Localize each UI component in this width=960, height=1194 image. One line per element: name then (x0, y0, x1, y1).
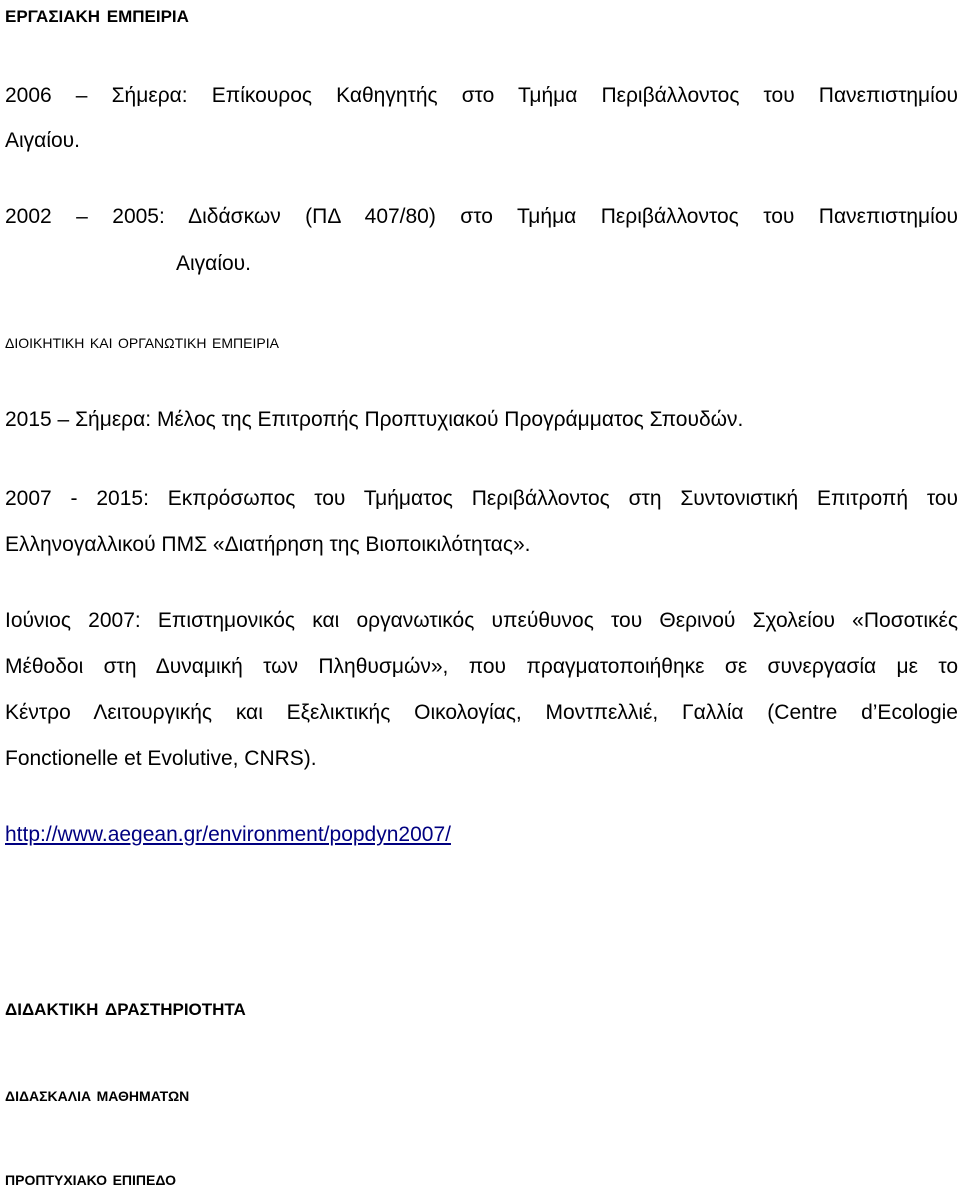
admin-entry-3-line-3: Κέντρο Λειτουργικής και Εξελικτικής Οικολογίας, Μοντπελλιέ, Γαλλία (Centre d’Ecologie (5, 701, 958, 724)
teaching-courses-subheading: διδασκαλια μαθηματων (5, 1084, 190, 1106)
teaching-heading: διδακτικη δραστηριοτητα (5, 994, 246, 1021)
work-entry-1-line-1: 2006 – Σήμερα: Επίκουρος Καθηγητής στο Τμήμα Περιβάλλοντος του Πανεπιστημίου (5, 84, 958, 107)
admin-entry-3-line-4: Fonctionelle et Evolutive, CNRS). (5, 747, 317, 770)
admin-entry-3-line-1: Ιούνιος 2007: Επιστημονικός και οργανωτικός υπεύθυνος του Θερινού Σχολείου «Ποσοτικές (5, 609, 958, 632)
work-entry-2-line-2: Αιγαίου. (176, 252, 251, 275)
admin-entry-2-line-1: 2007 - 2015: Εκπρόσωπος του Τμήματος Περιβάλλοντος στη Συντονιστική Επιτροπή του (5, 487, 958, 510)
admin-entry-1: 2015 – Σήμερα: Μέλος της Επιτροπής Προπτυχιακού Προγράμματος Σπουδών. (5, 408, 744, 431)
summer-school-link[interactable]: http://www.aegean.gr/environment/popdyn2007/ (5, 823, 451, 846)
work-experience-heading: εργασιακη εμπειρια (5, 1, 189, 28)
work-entry-2-line-1: 2002 – 2005: Διδάσκων (ΠΔ 407/80) στο Τμήμα Περιβάλλοντος του Πανεπιστημίου (5, 205, 958, 228)
work-entry-1-line-2: Αιγαίου. (5, 129, 80, 152)
admin-entry-3-line-2: Μέθοδοι στη Δυναμική των Πληθυσμών», που πραγματοποιήθηκε σε συνεργασία με το (5, 655, 958, 678)
admin-entry-2-line-2: Ελληνογαλλικού ΠΜΣ «Διατήρηση της Βιοποικιλότητας». (5, 533, 531, 556)
admin-experience-heading: διοικητικη και οργανωτικη εμπειρια (5, 331, 279, 353)
undergraduate-level-heading: προπτυχιακο επιπεδο (5, 1168, 176, 1190)
